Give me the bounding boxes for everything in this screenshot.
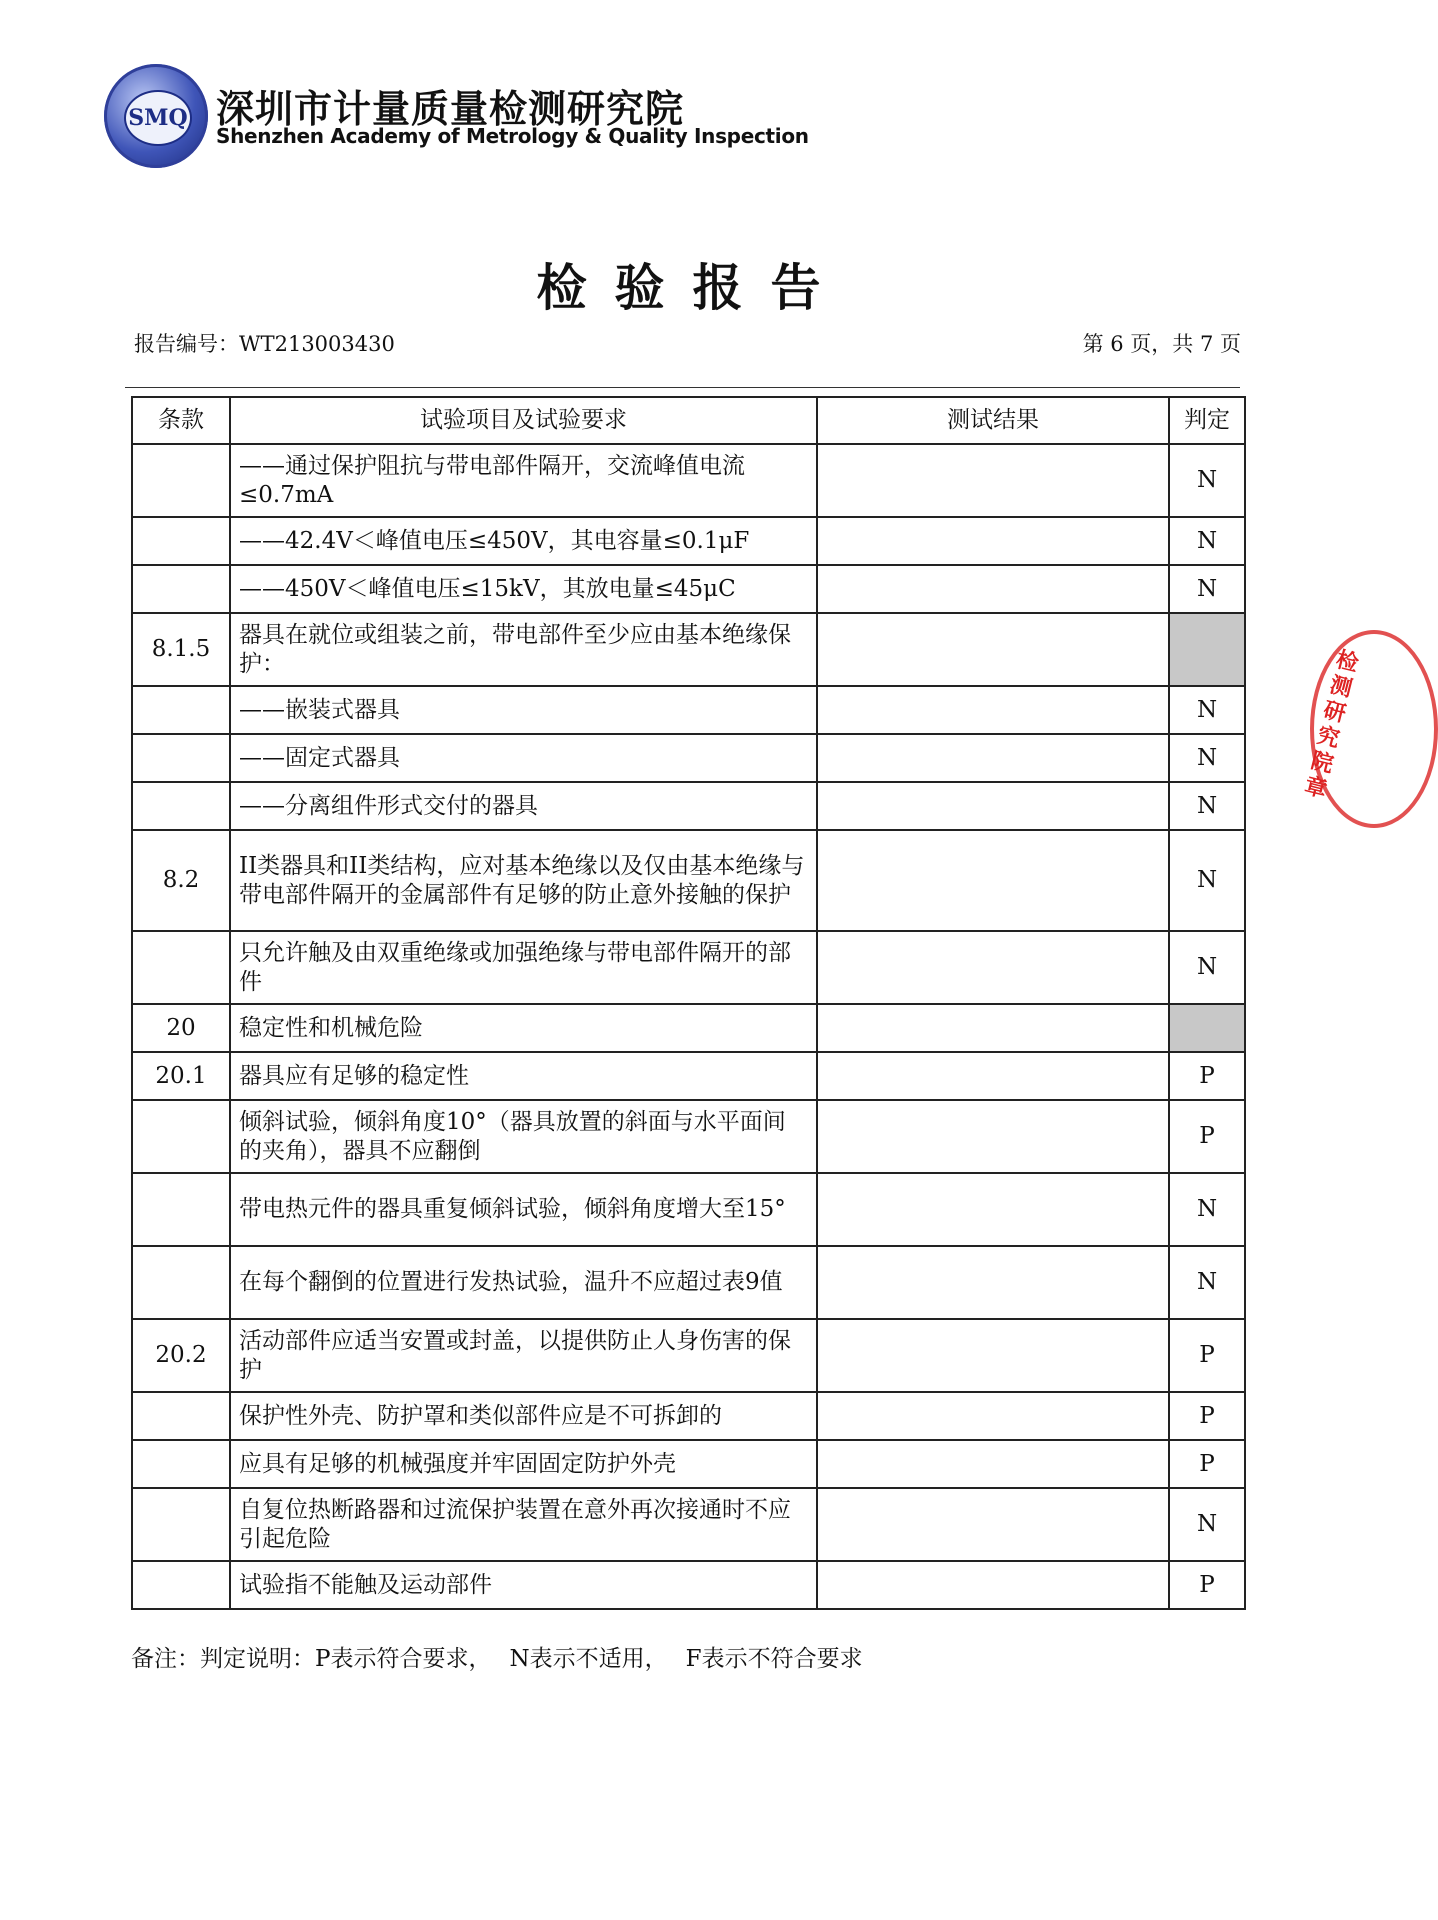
table-row	[132, 1173, 1245, 1246]
org-name-en: Shenzhen Academy of Metrology & Quality Inspection	[216, 124, 809, 148]
verdict-cell: P	[1169, 1052, 1245, 1100]
verdict-cell: P	[1169, 1100, 1245, 1173]
result-cell	[817, 1319, 1169, 1392]
table-row	[132, 686, 1245, 734]
result-cell	[817, 1440, 1169, 1488]
table-row	[132, 613, 1245, 686]
table-row	[132, 517, 1245, 565]
verdict-cell: N	[1169, 830, 1245, 931]
table-row	[132, 931, 1245, 1004]
verdict-cell: N	[1169, 734, 1245, 782]
verdict-cell-shaded	[1169, 613, 1245, 686]
clause-cell	[132, 1440, 230, 1488]
verdict-cell: N	[1169, 931, 1245, 1004]
verdict-cell: N	[1169, 1173, 1245, 1246]
requirement-cell: 在每个翻倒的位置进行发热试验，温升不应超过表9值	[230, 1246, 817, 1319]
result-cell	[817, 1052, 1169, 1100]
result-cell	[817, 782, 1169, 830]
result-cell	[817, 517, 1169, 565]
requirement-cell: 活动部件应适当安置或封盖，以提供防止人身伤害的保护	[230, 1319, 817, 1392]
result-cell	[817, 1246, 1169, 1319]
clause-cell	[132, 444, 230, 517]
clause-cell	[132, 931, 230, 1004]
table-row	[132, 1488, 1245, 1561]
clause-cell	[132, 782, 230, 830]
remark-prefix: 备注：判定说明：P表示符合要求，	[131, 1646, 492, 1672]
verdict-cell: P	[1169, 1392, 1245, 1440]
clause-cell	[132, 1173, 230, 1246]
verdict-cell: N	[1169, 565, 1245, 613]
table-row	[132, 782, 1245, 830]
report-title: 检验报告	[536, 259, 849, 317]
clause-cell	[132, 1561, 230, 1609]
clause-cell	[132, 1488, 230, 1561]
clause-cell	[132, 1100, 230, 1173]
requirement-cell: II类器具和II类结构，应对基本绝缘以及仅由基本绝缘与带电部件隔开的金属部件有足够的防止意外接触的保护	[230, 830, 817, 931]
table-row	[132, 1561, 1245, 1609]
requirement-cell: ——分离组件形式交付的器具	[230, 782, 817, 830]
clause-cell: 8.1.5	[132, 613, 230, 686]
clause-cell: 20	[132, 1004, 230, 1052]
table-row	[132, 830, 1245, 931]
header-result: 测试结果	[817, 397, 1169, 444]
page-info: 第 6 页，共 7 页	[1082, 332, 1241, 356]
header-clause: 条款	[132, 397, 230, 444]
remark-note	[131, 1640, 881, 1673]
remark-f: F表示不符合要求	[685, 1646, 863, 1672]
requirement-cell: 应具有足够的机械强度并牢固固定防护外壳	[230, 1440, 817, 1488]
requirement-cell: 带电热元件的器具重复倾斜试验，倾斜角度增大至15°	[230, 1173, 817, 1246]
requirement-cell: 试验指不能触及运动部件	[230, 1561, 817, 1609]
requirement-cell: ——嵌装式器具	[230, 686, 817, 734]
header-requirement: 试验项目及试验要求	[230, 397, 817, 444]
result-cell	[817, 1100, 1169, 1173]
requirement-cell: 保护性外壳、防护罩和类似部件应是不可拆卸的	[230, 1392, 817, 1440]
result-cell	[817, 444, 1169, 517]
result-cell	[817, 1488, 1169, 1561]
table-row	[132, 1440, 1245, 1488]
table-row	[132, 565, 1245, 613]
logo-text: SMQ	[124, 90, 192, 146]
requirement-cell: ——固定式器具	[230, 734, 817, 782]
result-cell	[817, 613, 1169, 686]
result-cell	[817, 1004, 1169, 1052]
requirement-cell: ——42.4V＜峰值电压≤450V，其电容量≤0.1μF	[230, 517, 817, 565]
table-row	[132, 1392, 1245, 1440]
table-row	[132, 1004, 1245, 1052]
table-row	[132, 1319, 1245, 1392]
verdict-cell: P	[1169, 1561, 1245, 1609]
clause-cell	[132, 1246, 230, 1319]
result-cell	[817, 830, 1169, 931]
result-cell	[817, 1173, 1169, 1246]
verdict-cell: N	[1169, 782, 1245, 830]
verdict-cell: N	[1169, 1246, 1245, 1319]
smq-logo	[104, 64, 208, 168]
table-header-row	[132, 397, 1245, 444]
requirement-cell: 器具应有足够的稳定性	[230, 1052, 817, 1100]
requirement-cell: ——450V＜峰值电压≤15kV，其放电量≤45μC	[230, 565, 817, 613]
requirement-cell: 器具在就位或组装之前，带电部件至少应由基本绝缘保护：	[230, 613, 817, 686]
table-row	[132, 1100, 1245, 1173]
seal-text: 检测研究院章	[1301, 647, 1361, 804]
result-cell	[817, 734, 1169, 782]
inspection-table	[131, 396, 1246, 1610]
clause-cell	[132, 517, 230, 565]
report-number: 报告编号：WT213003430	[134, 332, 395, 356]
requirement-cell: 倾斜试验，倾斜角度10°（器具放置的斜面与水平面间的夹角），器具不应翻倒	[230, 1100, 817, 1173]
result-cell	[817, 565, 1169, 613]
result-cell	[817, 686, 1169, 734]
result-cell	[817, 1392, 1169, 1440]
verdict-cell: N	[1169, 444, 1245, 517]
verdict-cell: N	[1169, 517, 1245, 565]
remark-n: N表示不适用，	[509, 1646, 668, 1672]
clause-cell: 20.2	[132, 1319, 230, 1392]
header-divider	[125, 387, 1240, 388]
table-row	[132, 734, 1245, 782]
clause-cell: 8.2	[132, 830, 230, 931]
result-cell	[817, 1561, 1169, 1609]
verdict-cell: N	[1169, 1488, 1245, 1561]
verdict-cell: N	[1169, 686, 1245, 734]
letterhead	[104, 64, 809, 176]
requirement-cell: 稳定性和机械危险	[230, 1004, 817, 1052]
table-row	[132, 1052, 1245, 1100]
verdict-cell-shaded	[1169, 1004, 1245, 1052]
clause-cell	[132, 686, 230, 734]
clause-cell	[132, 1392, 230, 1440]
header-verdict: 判定	[1169, 397, 1245, 444]
clause-cell	[132, 565, 230, 613]
org-name-cn: 深圳市计量质量检测研究院	[216, 87, 685, 131]
verdict-cell: P	[1169, 1440, 1245, 1488]
clause-cell	[132, 734, 230, 782]
table-row	[132, 1246, 1245, 1319]
requirement-cell: 自复位热断路器和过流保护装置在意外再次接通时不应引起危险	[230, 1488, 817, 1561]
result-cell	[817, 931, 1169, 1004]
verdict-cell: P	[1169, 1319, 1245, 1392]
clause-cell: 20.1	[132, 1052, 230, 1100]
requirement-cell: 只允许触及由双重绝缘或加强绝缘与带电部件隔开的部件	[230, 931, 817, 1004]
table-row	[132, 444, 1245, 517]
requirement-cell: ——通过保护阻抗与带电部件隔开，交流峰值电流≤0.7mA	[230, 444, 817, 517]
